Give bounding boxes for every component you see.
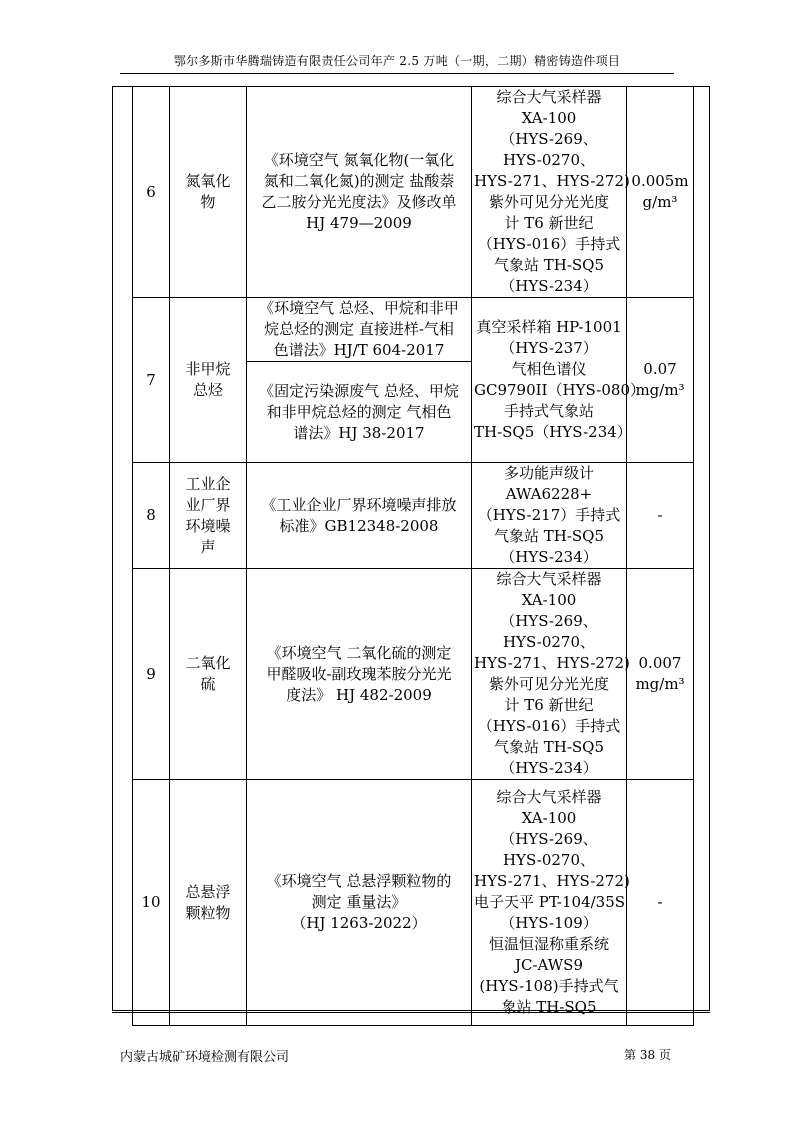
text-line: 二氧化 [185,654,231,672]
table-row-8 [133,463,694,569]
item-name [170,298,247,463]
text-line: 工业企 [185,474,231,493]
text-line: （HYS-016）手持式 [477,717,621,735]
text-line: 气象站 TH-SQ5 [493,527,605,545]
footer-rule [112,1012,710,1013]
text-line: （HYS-269、 [500,130,598,148]
item-name [170,780,247,1026]
text-line: 度法》 HJ 482-2009 [286,685,432,704]
row-number: 9 [133,569,170,780]
text-line: （HYS-217）手持式 [477,506,621,524]
standard-method [247,780,472,1026]
standard-method [247,569,472,780]
text-line: （HYS-234） [500,548,598,566]
equipment [472,463,627,569]
text-line: 总烃 [192,381,223,399]
text-line: HYS-271、HYS-272) [474,172,630,190]
row-number: 7 [133,298,170,463]
text-line: 颗粒物 [185,903,231,922]
standard-method [247,87,472,298]
text-line: 《工业企业厂界环境噪声排放 [261,495,457,514]
text-line: HYS-271、HYS-272) [474,872,630,890]
row-number: 10 [133,780,170,1026]
text-line: 气相色谱仪 [511,360,587,378]
text-line: 气象站 TH-SQ5 [493,256,605,274]
text-line: 象站 TH-SQ5 [501,998,597,1016]
text-line: 烷总烃的测定 直接进样-气相 [264,320,454,338]
detection-limit [627,569,694,780]
page-header: 鄂尔多斯市华腾瑞铸造有限责任公司年产 2.5 万吨（一期，二期）精密铸造件项目 [173,54,621,68]
equipment [472,780,630,1026]
detection-limit [627,463,694,569]
row-number: 8 [133,463,170,569]
text-line: 硫 [200,675,216,693]
text-line: 综合大气采样器 [496,88,602,106]
text-line: AWA6228+ [505,485,593,503]
text-line: 总悬浮 [185,882,231,901]
standard-method-b [247,362,472,463]
equipment [472,569,630,780]
text-line: （HYS-234） [500,277,598,295]
text-line: 乙二胺分光光度法》及修改单 [261,193,457,211]
text-line: HJ 479—2009 [306,214,412,232]
text-line: （HYS-237） [500,339,598,357]
text-line: JC-AWS9 [514,956,584,974]
text-line: （HYS-234） [500,759,598,777]
text-line: 电子天平 PT-104/35S [474,893,626,911]
header-rule [120,73,674,74]
text-line: 《环境空气 二氧化硫的测定 [266,643,452,662]
text-line: 氮氧化 [185,172,231,190]
detection-limit [627,780,694,1026]
text-line: 测定 重量法》 [311,893,407,911]
text-line: 紫外可见分光光度 [488,675,609,693]
text-line: 综合大气采样器 [496,788,602,806]
text-line: （HYS-109） [500,914,598,932]
text-line: HYS-0270、 [502,633,596,651]
text-line: HYS-0270、 [502,151,596,169]
standard-method [247,463,472,569]
text-line: （HYS-269、 [500,612,598,630]
text-line: - [657,506,663,524]
equipment [472,87,630,298]
text-line: （HYS-269、 [500,830,598,848]
table-row-10 [133,780,694,1026]
item-name [170,569,247,780]
text-line: XA-100 [521,809,577,827]
text-line: 0.005m [631,172,689,190]
text-line: 色谱法》HJ/T 604-2017 [273,341,445,359]
text-line: 《环境空气 氮氧化物(一氧化 [263,151,455,169]
table-row-7 [133,298,694,362]
text-line: 氮和二氧化氮)的测定 盐酸萘 [263,172,455,190]
detection-limit [627,298,694,463]
text-line: 紫外可见分光光度 [488,193,609,211]
text-line: GC9790II（HYS-080） [474,381,645,399]
text-line: 《环境空气 总烃、甲烷和非甲 [259,299,459,317]
item-name [170,463,247,569]
text-line: XA-100 [521,109,577,127]
standard-method-a [247,298,472,362]
text-line: 谱法》HJ 38-2017 [293,423,425,442]
text-line: 真空采样箱 HP-1001 [476,318,622,336]
text-line: 环境噪 [185,516,231,535]
text-line: 标准》GB12348-2008 [279,516,439,535]
detection-limit [627,87,694,298]
footer-company: 内蒙古城矿环境检测有限公司 [120,1050,290,1065]
text-line: 计 T6 新世纪 [504,214,594,232]
text-line: 0.007 [638,654,682,672]
item-name [170,87,247,298]
text-line: 手持式气象站 [503,402,594,420]
text-line: 《固定污染源废气 总烃、甲烷 [259,381,459,400]
text-line: - [657,893,663,911]
text-line: 业厂界 [185,495,231,514]
text-line: g/m³ [642,193,678,211]
text-line: HYS-271、HYS-272) [474,654,630,672]
text-line: 物 [200,193,216,211]
text-line: 0.07 [643,360,677,378]
table-row-6 [133,87,694,298]
text-line: 《环境空气 总悬浮颗粒物的 [266,872,452,890]
text-line: （HJ 1263-2022） [291,914,427,932]
footer-page-number: 第 38 页 [624,1048,671,1062]
text-line: 恒温恒湿称重系统 [488,935,609,953]
text-line: 综合大气采样器 [496,570,602,588]
text-line: mg/m³ [635,675,685,693]
text-line: mg/m³ [635,381,685,399]
text-line: （HYS-016）手持式 [477,235,621,253]
text-line: 计 T6 新世纪 [504,696,594,714]
text-line: 声 [200,537,216,556]
monitoring-methods-table [132,86,694,1026]
text-line: 多功能声级计 [503,464,594,482]
text-line: XA-100 [521,591,577,609]
text-line: (HYS-108)手持式气 [479,977,619,995]
table-row-9 [133,569,694,780]
text-line: 非甲烷 [185,360,231,378]
row-number: 6 [133,87,170,298]
text-line: HYS-0270、 [502,851,596,869]
equipment [472,298,645,463]
text-line: 甲醛吸收-副玫瑰苯胺分光光 [266,664,452,683]
text-line: 和非甲烷总烃的测定 气相色 [266,402,452,421]
text-line: TH-SQ5（HYS-234） [474,423,632,441]
text-line: 气象站 TH-SQ5 [493,738,605,756]
